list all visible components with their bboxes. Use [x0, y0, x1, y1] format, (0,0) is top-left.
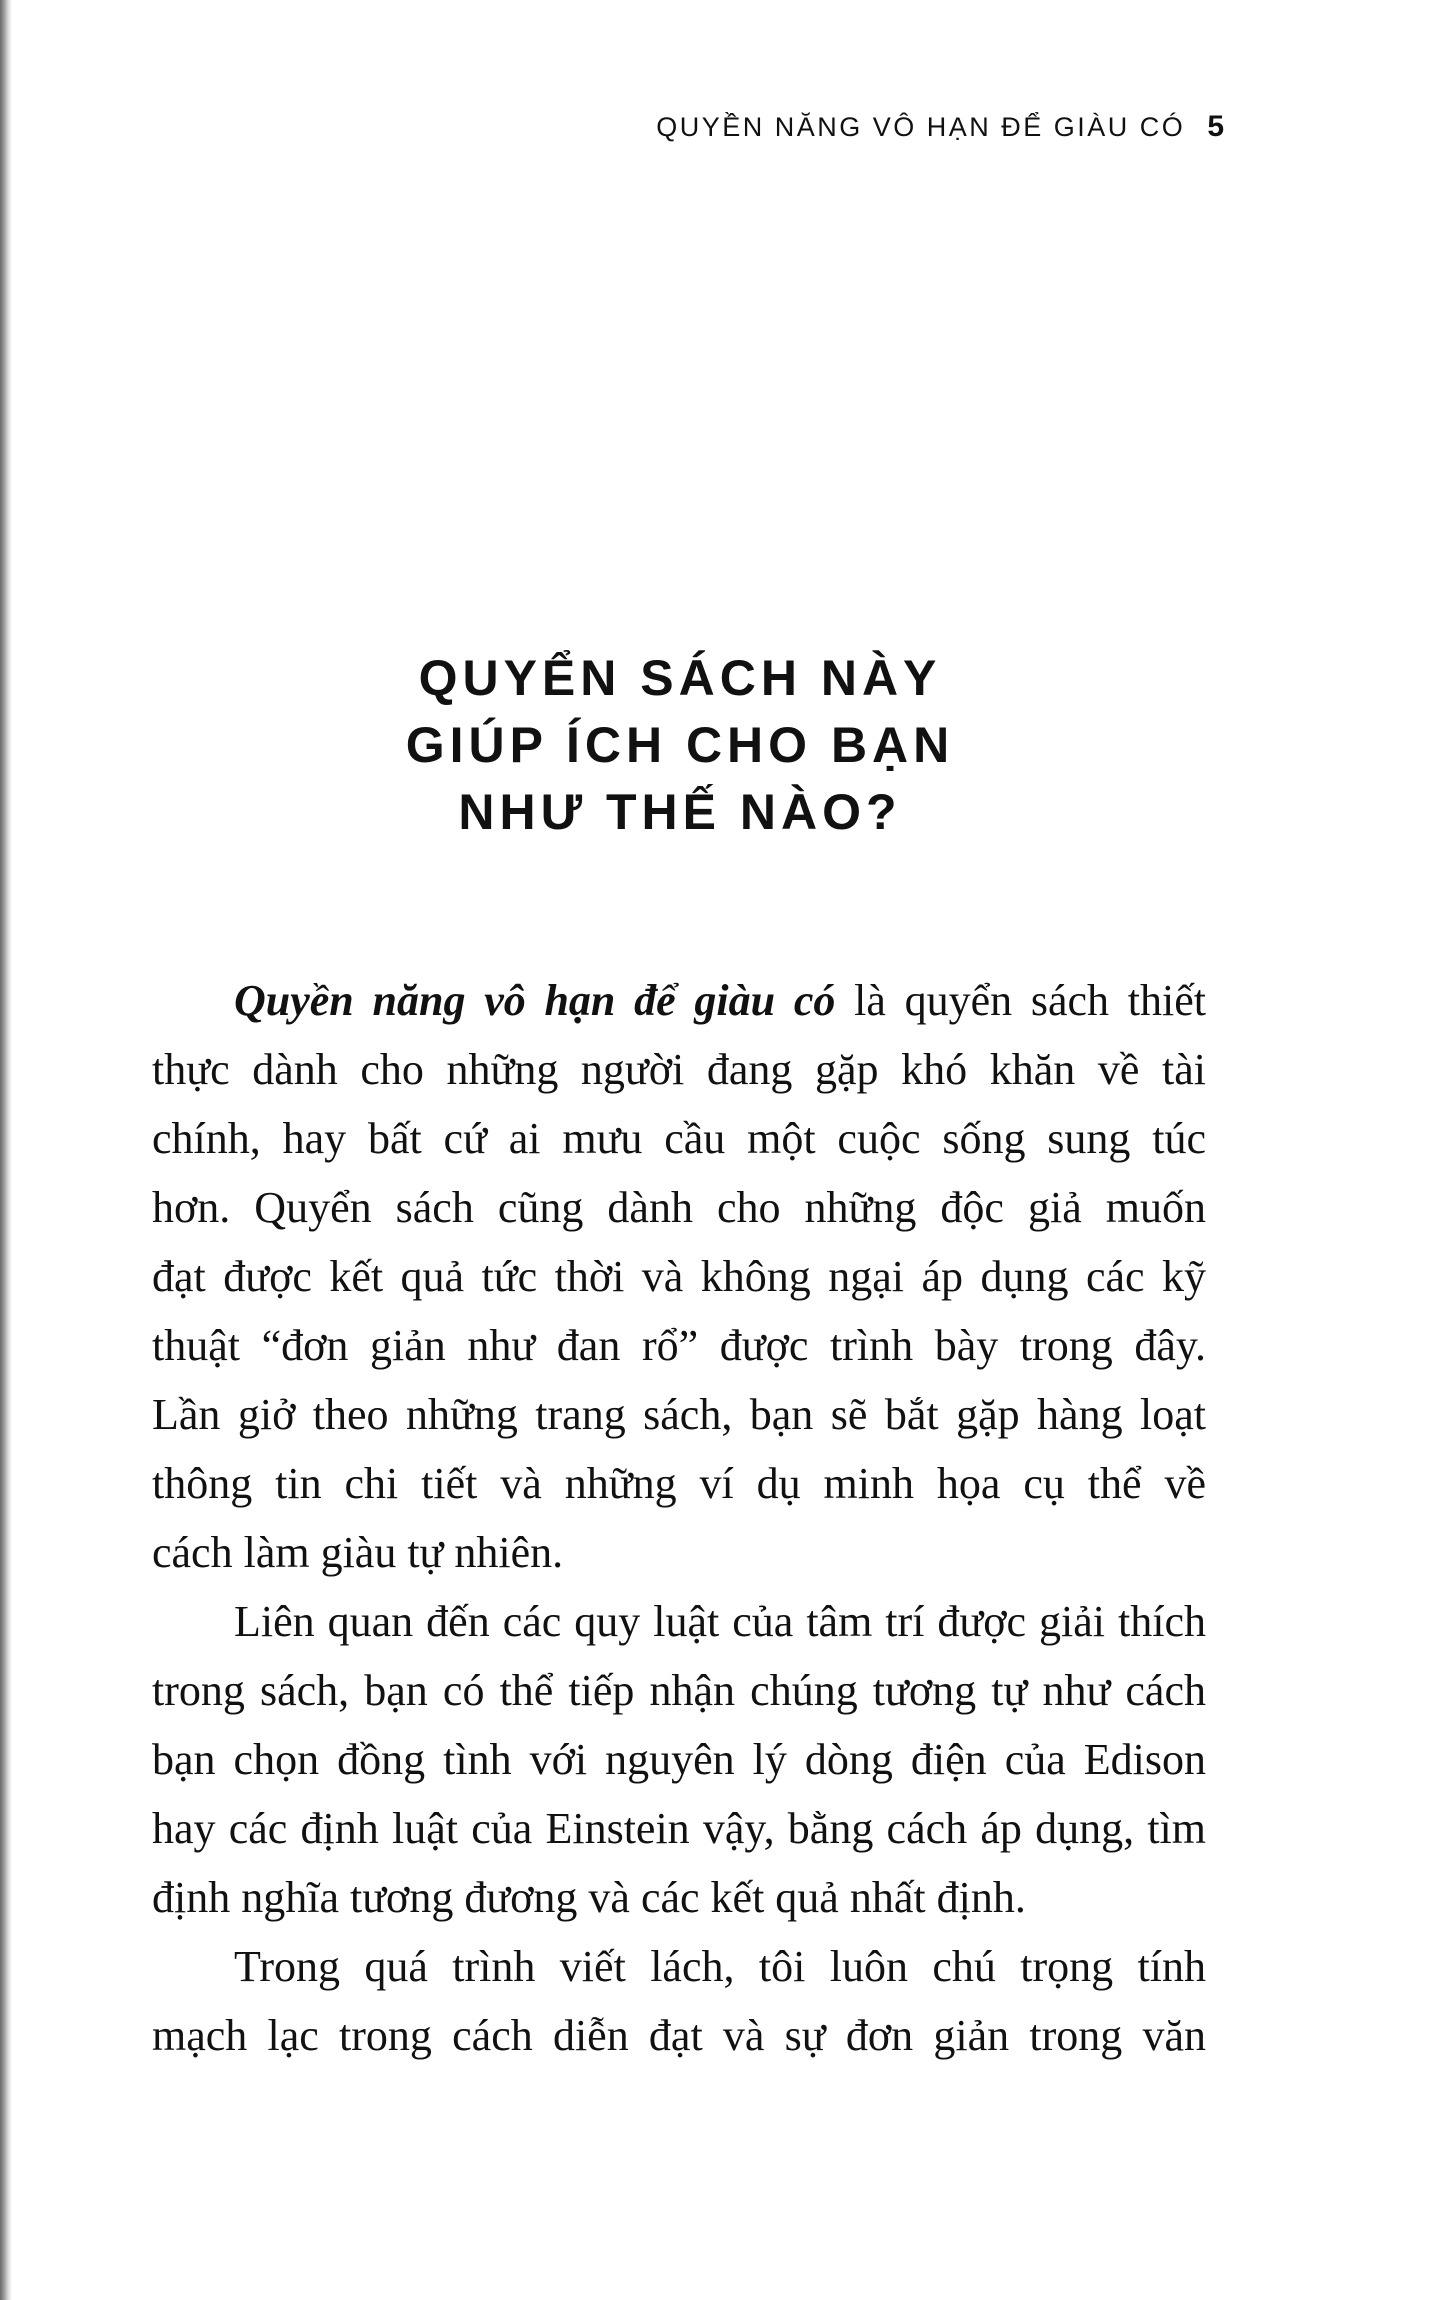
paragraph-1-line: thuật “đơn giản như đan rổ” được trình bày trong đây.	[152, 1321, 1206, 1370]
body-text	[152, 966, 1206, 2070]
paragraph-1-line: chính, hay bất cứ ai mưu cầu một cuộc sống sung túc	[152, 1114, 1206, 1163]
book-title-italic: Quyền năng vô hạn để giàu có	[234, 976, 836, 1025]
paragraph-1-line: hơn. Quyển sách cũng dành cho những độc giả muốn	[152, 1183, 1206, 1232]
paragraph-2-line: hay các định luật của Einstein vậy, bằng cách áp dụng, tìm	[152, 1804, 1206, 1853]
running-head-title: QUYỀN NĂNG VÔ HẠN ĐỂ GIÀU CÓ	[656, 112, 1186, 142]
paragraph-1-line: đạt được kết quả tức thời và không ngại áp dụng các kỹ	[152, 1252, 1206, 1301]
paragraph-1-line: cách làm giàu tự nhiên.	[152, 1528, 564, 1577]
scan-page-edge	[0, 0, 12, 2300]
chapter-title-line: GIÚP ÍCH CHO BẠN	[405, 717, 955, 773]
paragraph-1-line: thông tin chi tiết và những ví dụ minh họa cụ thể về	[152, 1459, 1206, 1508]
paragraph-2-line: định nghĩa tương đương và các kết quả nhất định.	[152, 1873, 1026, 1922]
chapter-title-line: NHƯ THẾ NÀO?	[458, 784, 902, 840]
paragraph-3-line: Trong quá trình viết lách, tôi luôn chú trọng tính	[234, 1942, 1206, 1991]
paragraph-3-line: mạch lạc trong cách diễn đạt và sự đơn giản trong văn	[152, 2011, 1206, 2060]
paragraph-2-line: trong sách, bạn có thể tiếp nhận chúng tương tự như cách	[152, 1666, 1206, 1715]
chapter-title-line: QUYỂN SÁCH NÀY	[418, 650, 942, 706]
running-head	[656, 108, 1224, 146]
paragraph-1-line: thực dành cho những người đang gặp khó khăn về tài	[152, 1045, 1206, 1094]
paragraph-2-line: bạn chọn đồng tình với nguyên lý dòng điện của Edison	[152, 1735, 1206, 1784]
paragraph-1-line: Quyền năng vô hạn để giàu có là quyển sách thiết	[234, 976, 1206, 1025]
chapter-title	[0, 645, 1360, 846]
page-number: 5	[1207, 110, 1224, 143]
paragraph-1-line: Lần giở theo những trang sách, bạn sẽ bắt gặp hàng loạt	[152, 1390, 1206, 1439]
paragraph-2-line: Liên quan đến các quy luật của tâm trí được giải thích	[234, 1597, 1206, 1646]
